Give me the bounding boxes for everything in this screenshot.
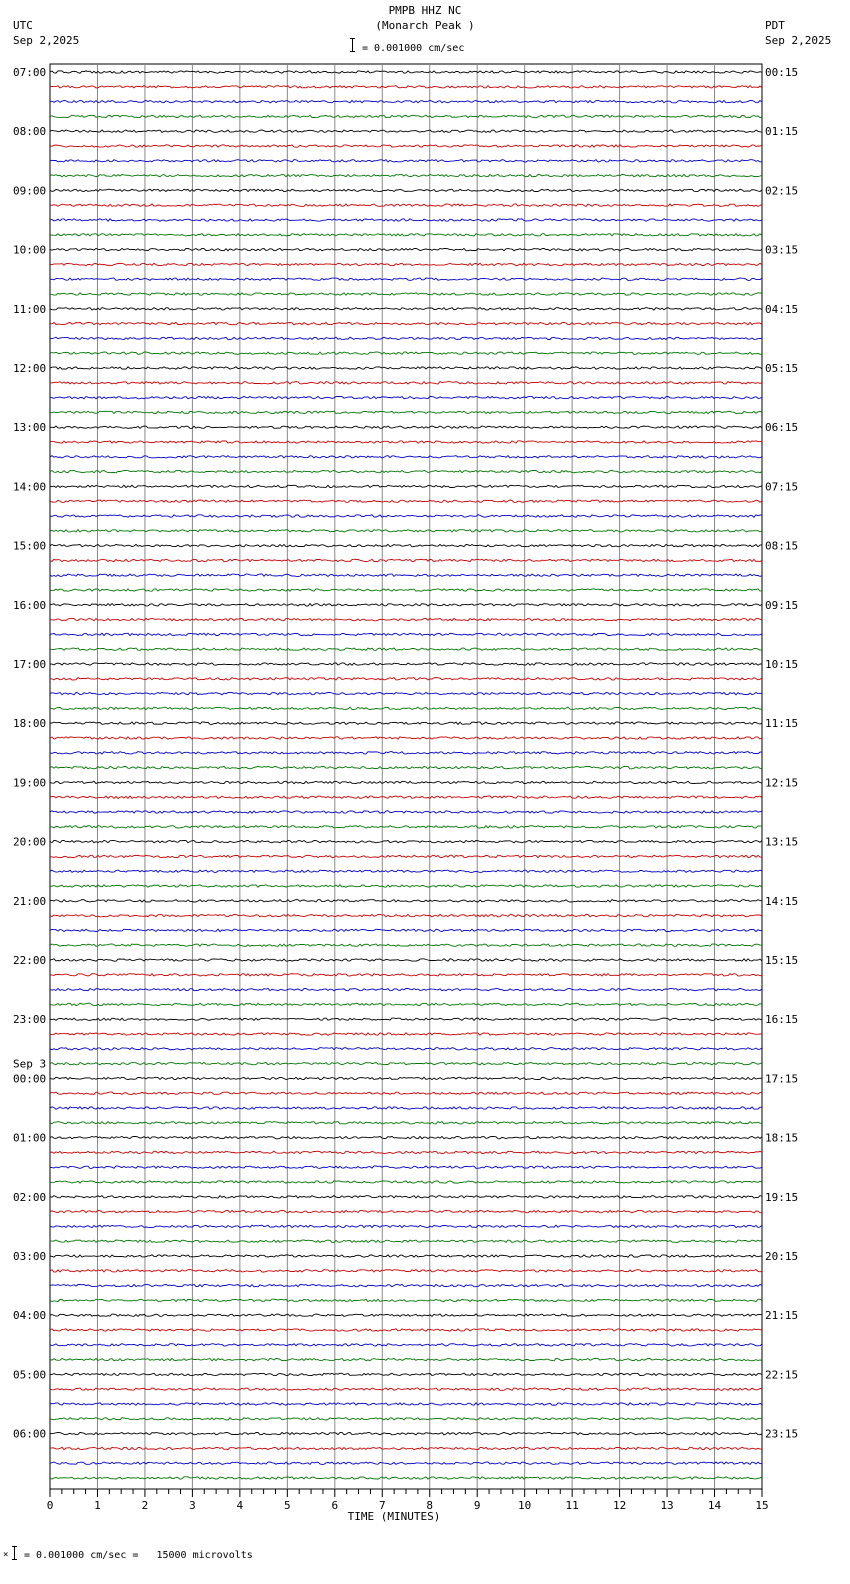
local-hour-label: 09:15 [765, 598, 799, 612]
local-hour-label: 00:15 [765, 66, 799, 79]
x-tick-label: 4 [236, 1499, 244, 1512]
station-title: PMPB HHZ NC [388, 4, 462, 17]
local-hour-label: 12:15 [765, 776, 799, 790]
seismic-trace [50, 100, 762, 102]
seismic-trace [50, 1284, 762, 1286]
seismic-trace [50, 900, 762, 902]
x-tick-label: 10 [518, 1499, 532, 1512]
x-tick-label: 13 [660, 1499, 674, 1512]
utc-hour-label: 04:00 [13, 1309, 47, 1323]
day-change-label: Sep 3 [13, 1057, 47, 1071]
local-hour-label: 16:15 [765, 1013, 799, 1027]
seismic-trace [50, 1477, 762, 1479]
seismic-trace [50, 633, 762, 635]
plot-frame [50, 64, 762, 1489]
utc-hour-label: 18:00 [13, 717, 47, 731]
seismic-trace [50, 766, 762, 768]
seismic-trace [50, 1358, 762, 1360]
seismic-trace [50, 618, 762, 620]
seismic-trace [50, 692, 762, 694]
local-hour-label: 13:15 [765, 835, 799, 849]
seismic-trace [50, 396, 762, 398]
station-location: (Monarch Peak ) [375, 19, 475, 32]
local-hour-label: 18:15 [765, 1131, 799, 1145]
seismic-trace [50, 722, 762, 724]
seismic-trace [50, 500, 762, 502]
seismic-trace [50, 382, 762, 384]
right-timezone: PDT [765, 19, 785, 32]
utc-hour-label: 19:00 [13, 776, 47, 790]
seismic-trace [50, 811, 762, 813]
utc-hour-label: 22:00 [13, 954, 47, 967]
seismic-trace [50, 1373, 762, 1375]
x-tick-label: 5 [284, 1499, 291, 1512]
seismic-trace [50, 470, 762, 472]
seismic-trace [50, 1240, 762, 1242]
seismic-trace [50, 248, 762, 250]
utc-hour-label: 13:00 [13, 421, 47, 435]
seismic-trace [50, 574, 762, 576]
utc-hour-label: 01:00 [13, 1131, 47, 1145]
utc-hour-label: 14:00 [13, 480, 47, 494]
local-hour-label: 21:15 [765, 1309, 799, 1323]
local-hour-label: 05:15 [765, 362, 799, 375]
seismic-trace [50, 1166, 762, 1168]
seismic-trace [50, 174, 762, 176]
seismic-trace [50, 1003, 762, 1005]
seismic-trace [50, 1210, 762, 1212]
local-hour-label: 19:15 [765, 1190, 799, 1204]
seismic-trace [50, 826, 762, 828]
seismic-trace [50, 189, 762, 191]
local-hour-label: 02:15 [765, 184, 799, 198]
seismic-trace [50, 530, 762, 532]
seismic-trace [50, 1255, 762, 1257]
seismic-trace [50, 1107, 762, 1109]
seismic-trace [50, 160, 762, 162]
utc-hour-label: 09:00 [13, 184, 47, 198]
utc-hour-label: 15:00 [13, 539, 47, 553]
seismic-trace [50, 441, 762, 443]
seismic-trace [50, 707, 762, 709]
right-date: Sep 2,2025 [765, 34, 832, 47]
footer-scale-bar-icon [14, 1546, 15, 1560]
seismic-trace [50, 337, 762, 339]
seismic-trace [50, 870, 762, 872]
x-tick-label: 9 [473, 1499, 481, 1512]
seismic-trace [50, 1314, 762, 1316]
seismic-trace [50, 840, 762, 842]
seismic-trace [50, 1418, 762, 1420]
seismic-trace [50, 1447, 762, 1449]
x-tick-label: 11 [565, 1499, 579, 1512]
x-tick-label: 6 [331, 1499, 339, 1512]
seismic-trace [50, 1122, 762, 1124]
utc-hour-label: 21:00 [13, 894, 47, 908]
seismic-trace [50, 663, 762, 665]
local-hour-label: 03:15 [765, 243, 799, 257]
seismic-trace [50, 1270, 762, 1272]
x-axis-label: TIME (MINUTES) [347, 1510, 441, 1523]
utc-hour-label: 05:00 [13, 1368, 47, 1382]
seismic-trace [50, 86, 762, 88]
seismic-trace [50, 278, 762, 280]
seismic-trace [50, 1181, 762, 1183]
x-tick-label: 8 [426, 1499, 434, 1512]
seismic-trace [50, 1462, 762, 1464]
local-hour-label: 08:15 [765, 539, 799, 553]
seismic-trace [50, 367, 762, 369]
utc-hour-label: 12:00 [13, 362, 47, 375]
seismic-trace [50, 914, 762, 916]
seismic-trace [50, 944, 762, 946]
seismic-trace [50, 1329, 762, 1331]
seismic-trace [50, 678, 762, 680]
local-hour-label: 10:15 [765, 658, 799, 671]
seismic-trace [50, 293, 762, 295]
seismic-trace [50, 1432, 762, 1434]
seismic-trace [50, 929, 762, 931]
seismic-trace [50, 589, 762, 591]
seismic-trace [50, 559, 762, 561]
seismic-trace [50, 737, 762, 739]
utc-hour-label: 00:00 [13, 1072, 47, 1086]
seismic-trace [50, 648, 762, 650]
local-hour-label: 22:15 [765, 1368, 799, 1382]
seismic-trace [50, 855, 762, 857]
x-tick-label: 1 [94, 1499, 101, 1512]
seismic-trace [50, 988, 762, 990]
scale-label: = 0.001000 cm/sec [362, 43, 465, 54]
local-hour-label: 04:15 [765, 302, 799, 316]
footer-marker: × [3, 1550, 9, 1560]
local-hour-label: 11:15 [765, 717, 799, 731]
x-tick-label: 3 [189, 1499, 196, 1512]
utc-hour-label: 02:00 [13, 1190, 47, 1204]
seismic-trace [50, 130, 762, 132]
seismic-trace [50, 308, 762, 310]
seismic-trace [50, 1077, 762, 1079]
seismic-trace [50, 71, 762, 73]
seismic-trace [50, 263, 762, 265]
seismic-trace [50, 1196, 762, 1198]
local-hour-label: 07:15 [765, 480, 799, 494]
seismic-trace [50, 456, 762, 458]
seismic-trace [50, 1136, 762, 1138]
x-tick-label: 7 [378, 1499, 386, 1512]
seismic-trace [50, 515, 762, 517]
seismic-trace [50, 1048, 762, 1050]
seismic-trace [50, 1344, 762, 1346]
seismic-trace [50, 1299, 762, 1301]
seismic-trace [50, 1092, 762, 1094]
seismic-trace [50, 1388, 762, 1390]
utc-hour-label: 20:00 [13, 835, 47, 849]
seismic-trace [50, 752, 762, 754]
utc-hour-label: 08:00 [13, 125, 47, 139]
seismic-trace [50, 796, 762, 798]
seismic-trace [50, 1062, 762, 1064]
local-hour-label: 23:15 [765, 1427, 799, 1441]
seismic-trace [50, 411, 762, 413]
seismic-trace [50, 1033, 762, 1035]
seismic-trace [50, 145, 762, 147]
seismic-trace [50, 781, 762, 783]
x-tick-label: 0 [46, 1499, 54, 1512]
utc-hour-label: 10:00 [13, 243, 47, 257]
local-hour-label: 20:15 [765, 1250, 799, 1263]
local-hour-label: 15:15 [765, 954, 799, 967]
seismic-trace [50, 115, 762, 117]
seismic-trace [50, 959, 762, 961]
x-tick-label: 2 [141, 1499, 149, 1512]
local-hour-label: 01:15 [765, 125, 799, 139]
x-tick-label: 12 [612, 1499, 627, 1512]
utc-hour-label: 03:00 [13, 1250, 47, 1263]
seismic-trace [50, 485, 762, 487]
utc-hour-label: 17:00 [13, 658, 47, 671]
x-tick-label: 14 [707, 1499, 722, 1512]
seismic-trace [50, 204, 762, 206]
utc-hour-label: 07:00 [13, 66, 47, 79]
local-hour-label: 14:15 [765, 894, 799, 908]
seismic-trace [50, 426, 762, 428]
seismic-trace [50, 1403, 762, 1405]
seismic-trace [50, 604, 762, 606]
local-hour-label: 06:15 [765, 421, 799, 435]
utc-hour-label: 16:00 [13, 598, 47, 612]
seismic-trace [50, 352, 762, 354]
seismic-trace [50, 1018, 762, 1020]
left-timezone: UTC [13, 19, 33, 32]
local-hour-label: 17:15 [765, 1072, 799, 1086]
left-date: Sep 2,2025 [13, 34, 80, 47]
seismic-trace [50, 234, 762, 236]
seismic-trace [50, 219, 762, 221]
footer-scale-label: = 0.001000 cm/sec = 15000 microvolts [24, 1550, 253, 1561]
seismic-trace [50, 1151, 762, 1153]
utc-hour-label: 23:00 [13, 1013, 47, 1027]
seismic-trace [50, 544, 762, 546]
utc-hour-label: 06:00 [13, 1427, 47, 1441]
seismic-trace [50, 974, 762, 976]
seismic-trace [50, 1225, 762, 1227]
utc-hour-label: 11:00 [13, 302, 47, 316]
seismic-trace [50, 885, 762, 887]
seismic-trace [50, 322, 762, 324]
x-tick-label: 15 [755, 1499, 769, 1512]
